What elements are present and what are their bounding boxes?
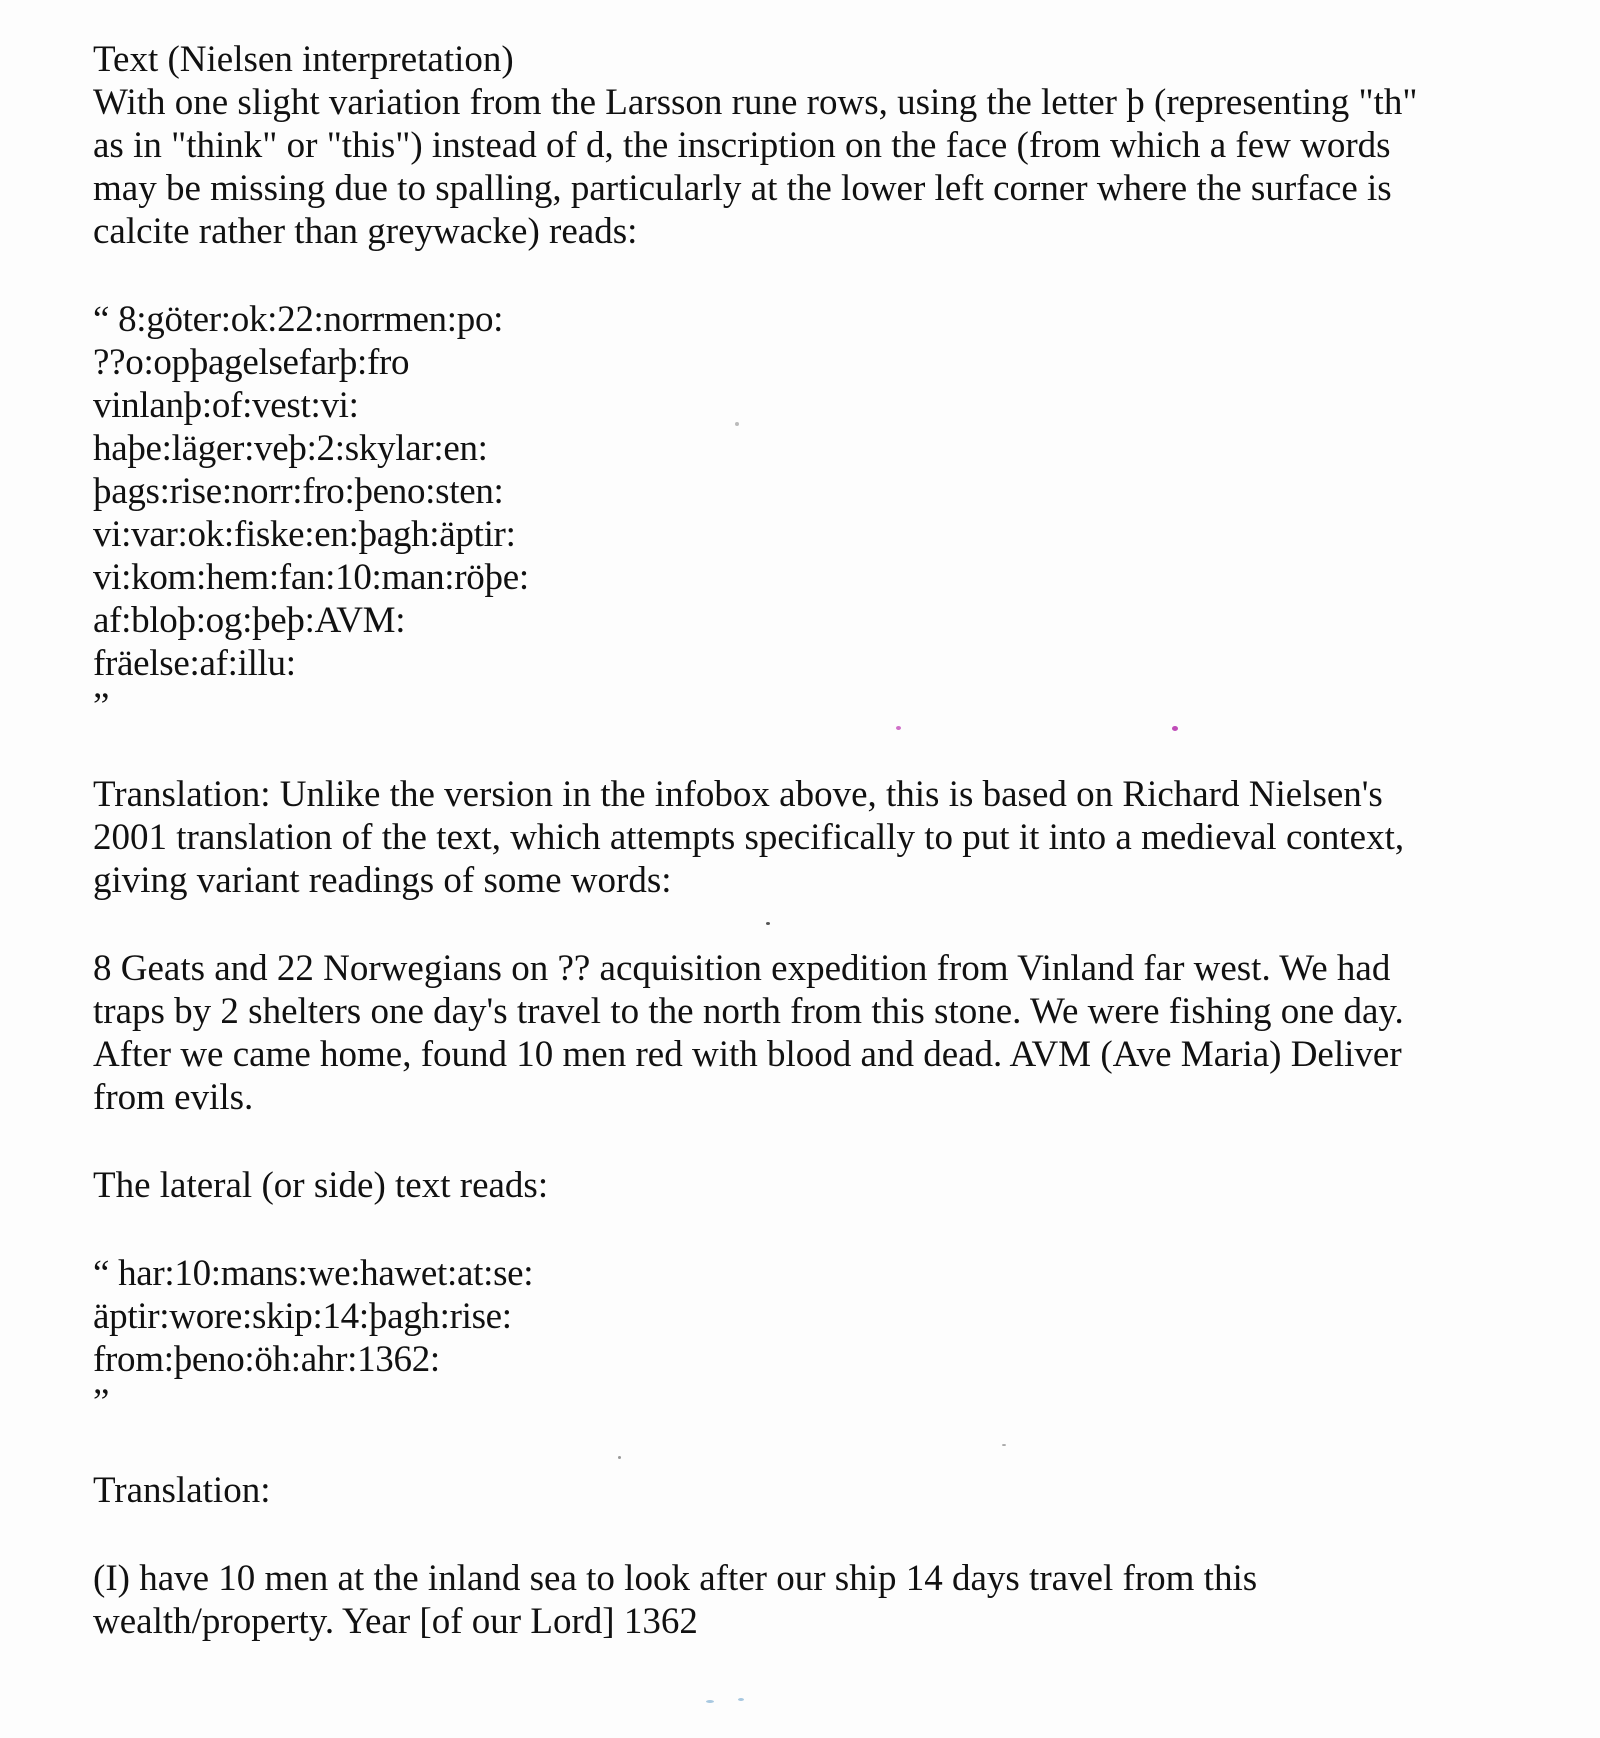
face-translation-line: 8 Geats and 22 Norwegians on ?? acquisition expedition from Vinland far west. We had [93, 948, 1391, 989]
translation-intro-line: 2001 translation of the text, which attempts specifically to put it into a medieval context, [93, 817, 1405, 858]
lateral-translation-line: (I) have 10 men at the inland sea to look after our ship 14 days travel from this [93, 1558, 1258, 1599]
scan-speck [706, 1700, 714, 1703]
lateral-translation-line: wealth/property. Year [of our Lord] 1362 [93, 1601, 698, 1642]
inscription-line: vi:kom:hem:fan:10:man:röþe: [93, 557, 529, 598]
lateral-inscription-line: äptir:wore:skip:14:þagh:rise: [93, 1296, 512, 1337]
inscription-line: vinlanþ:of:vest:vi: [93, 385, 359, 426]
translation-intro-paragraph [93, 773, 1513, 902]
lateral-translation-paragraph [93, 1557, 1513, 1643]
face-translation-line: from evils. [93, 1077, 254, 1118]
scan-speck [738, 1698, 744, 1701]
inscription-line: fräelse:af:illu: [93, 643, 296, 684]
heading-line: Text (Nielsen interpretation) [93, 39, 514, 80]
inscription-line: “ 8:göter:ok:22:norrmen:po: [93, 299, 504, 340]
intro-line: With one slight variation from the Larsson rune rows, using the letter þ (representing "th" [93, 82, 1418, 123]
document-body [93, 38, 1513, 1643]
translation-label [93, 1469, 1513, 1512]
translation-intro-line: Translation: Unlike the version in the infobox above, this is based on Richard Nielsen's [93, 774, 1383, 815]
lateral-heading [93, 1164, 1513, 1207]
intro-paragraph [93, 81, 1513, 253]
inscription-line: af:bloþ:og:þeþ:AVM: [93, 600, 406, 641]
lateral-inscription-closing-quote: ” [93, 1382, 110, 1423]
face-inscription [93, 298, 1513, 728]
inscription-closing-quote: ” [93, 686, 110, 727]
inscription-line: vi:var:ok:fiske:en:þagh:äptir: [93, 514, 516, 555]
lateral-inscription-line: “ har:10:mans:we:hawet:at:se: [93, 1253, 534, 1294]
translation-label-line: Translation: [93, 1470, 271, 1511]
translation-intro-line: giving variant readings of some words: [93, 860, 672, 901]
lateral-inscription-line: from:þeno:öh:ahr:1362: [93, 1339, 440, 1380]
heading-nielsen-interpretation [93, 38, 1513, 81]
inscription-line: ??o:opþagelsefarþ:fro [93, 342, 410, 383]
inscription-line: þags:rise:norr:fro:þeno:sten: [93, 471, 504, 512]
lateral-heading-line: The lateral (or side) text reads: [93, 1165, 549, 1206]
inscription-line: haþe:läger:veþ:2:skylar:en: [93, 428, 488, 469]
intro-line: may be missing due to spalling, particularly at the lower left corner where the surface is [93, 168, 1392, 209]
face-translation-line: traps by 2 shelters one day's travel to the north from this stone. We were fishing one day. [93, 991, 1404, 1032]
face-translation-line: After we came home, found 10 men red with blood and dead. AVM (Ave Maria) Deliver [93, 1034, 1402, 1075]
lateral-inscription [93, 1252, 1513, 1424]
intro-line: calcite rather than greywacke) reads: [93, 211, 638, 252]
intro-line: as in "think" or "this") instead of d, the inscription on the face (from which a few words [93, 125, 1391, 166]
face-translation-paragraph [93, 947, 1513, 1119]
